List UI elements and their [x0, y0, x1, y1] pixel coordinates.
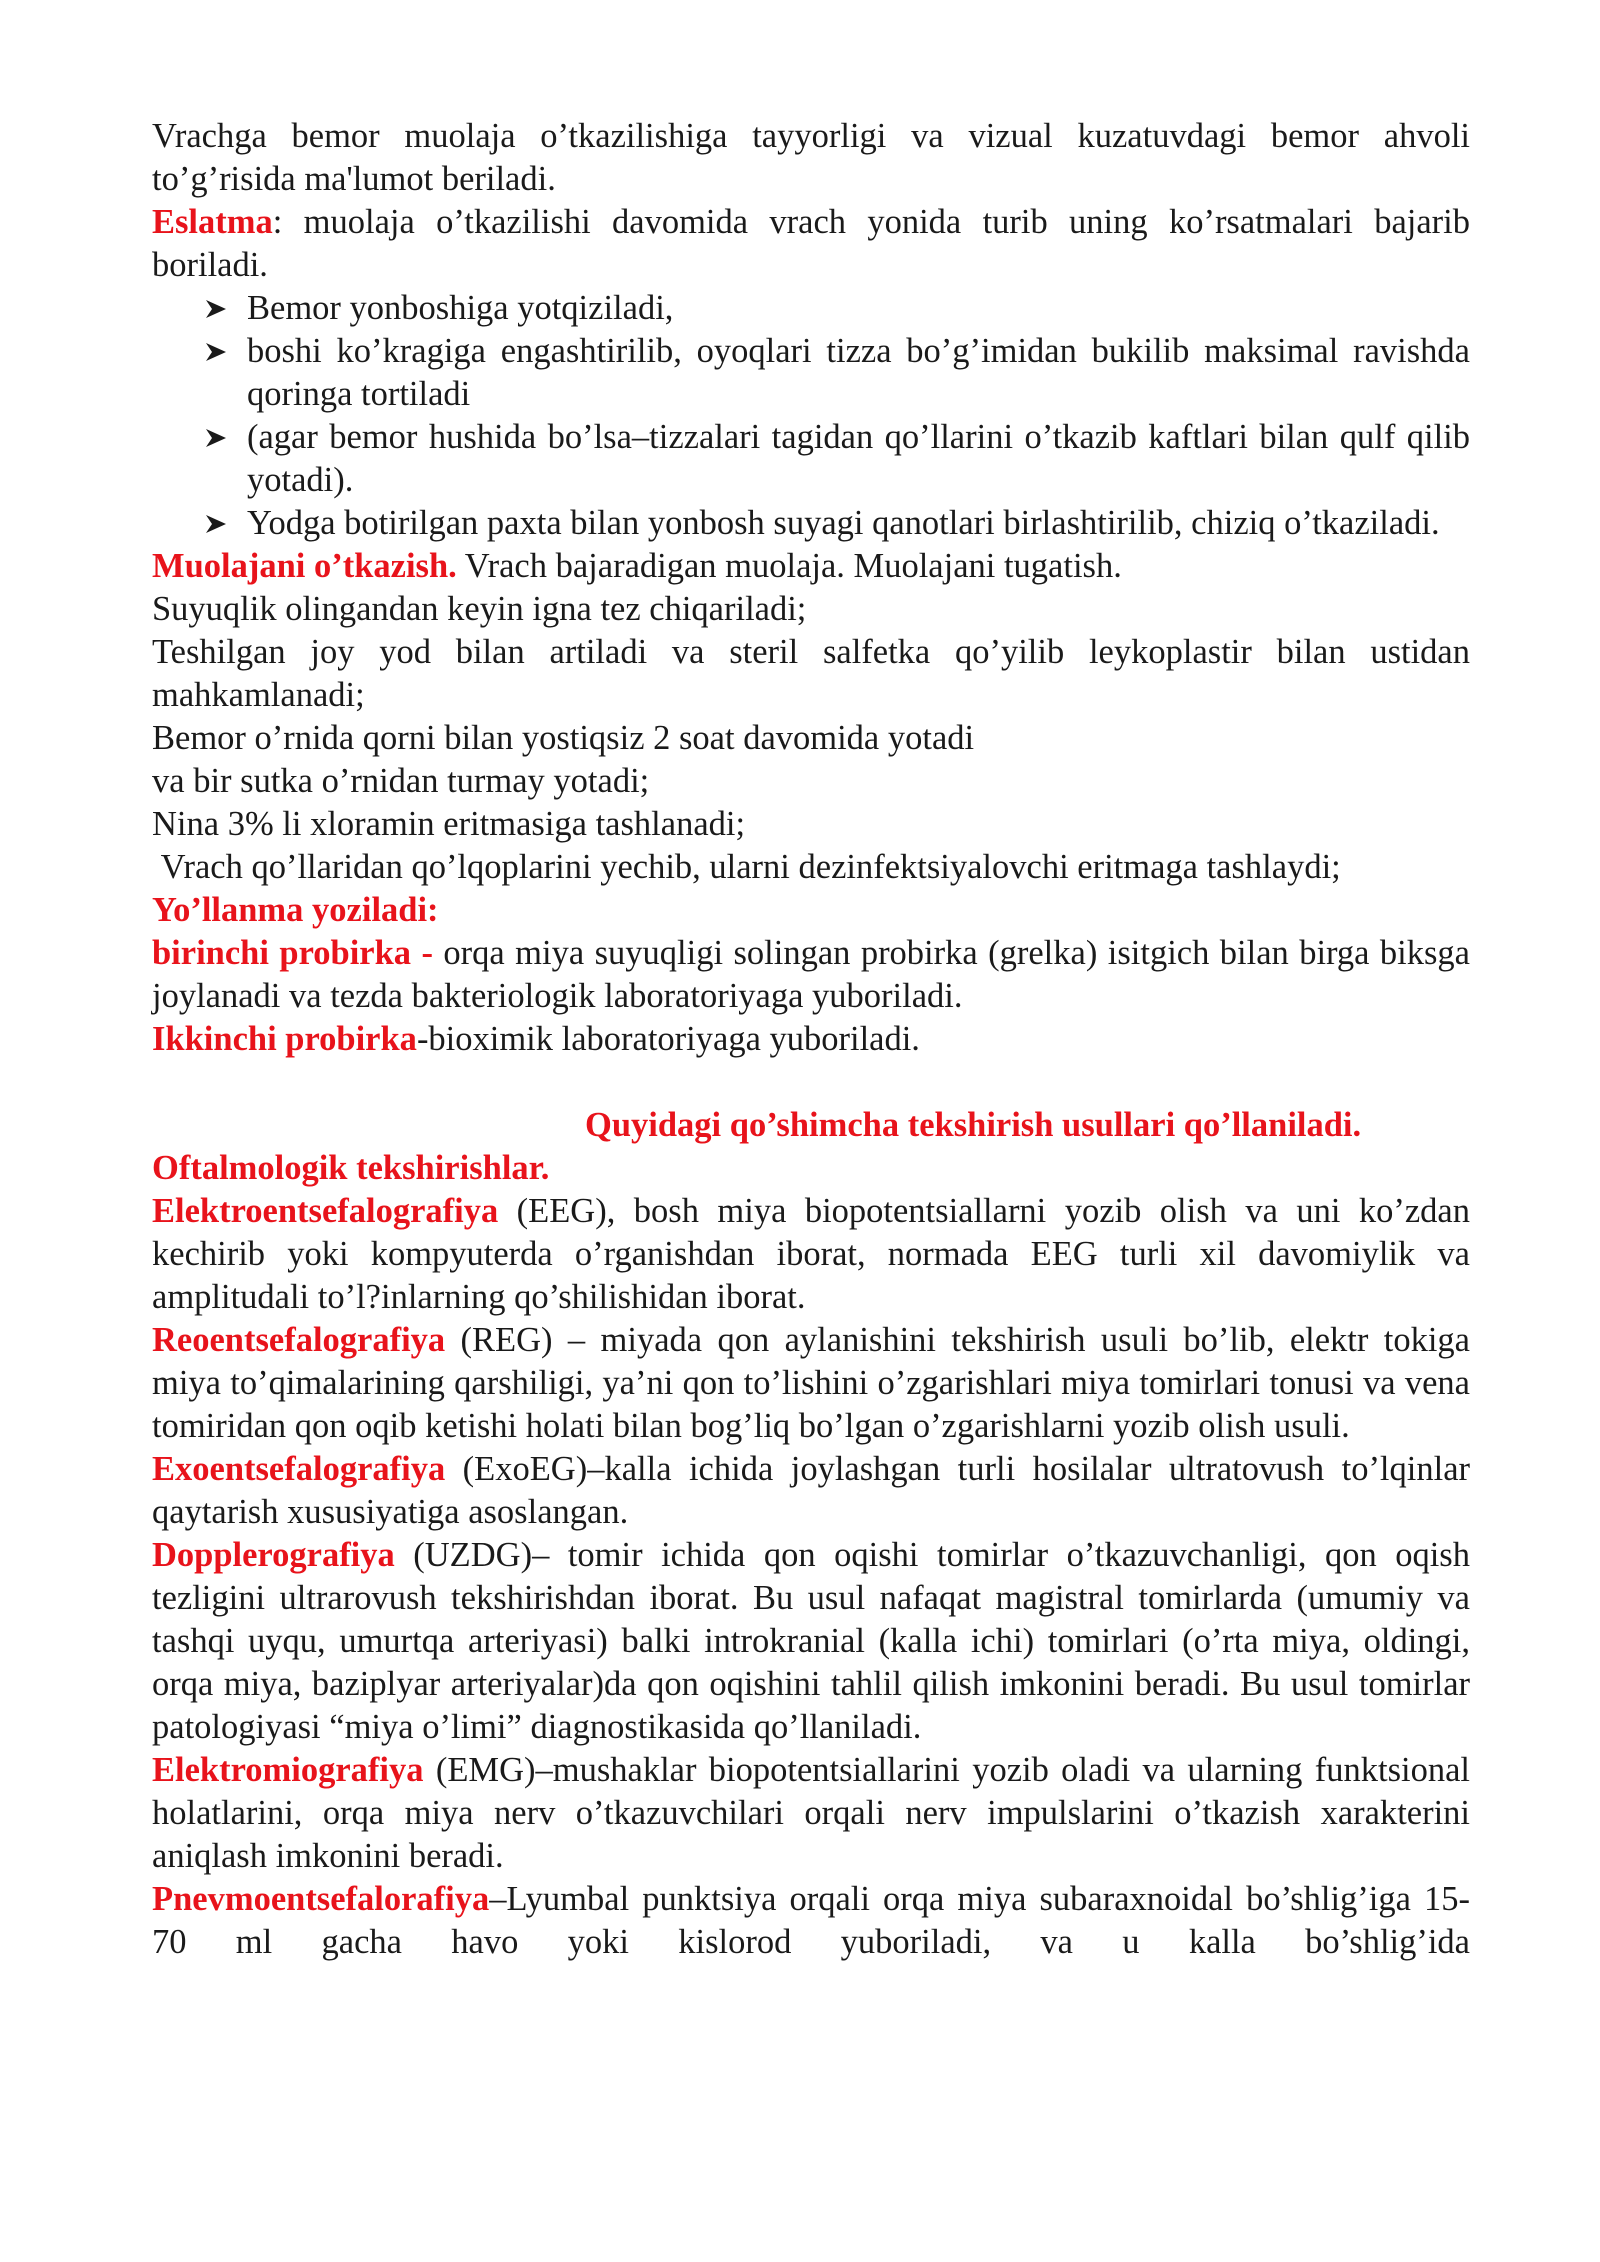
- procedure-paragraph: [152, 545, 1470, 588]
- step-text: Nina 3% li xloramin eritmasiga tashlanadi;: [152, 805, 746, 843]
- method-label: Exoentsefalografiya: [152, 1450, 446, 1488]
- note-label: Eslatma: [152, 203, 273, 241]
- method-paragraph: [152, 1534, 1470, 1749]
- method-text: (UZDG)– tomir ichida qon oqishi tomirlar o’tkazuvchanligi, qon oqish tezligini ultrarovush tekshirishdan iborat. Bu usul nafaqat magistral tomirlarda (umumiy va tashqi uyqu, umurtqa arteriyasi) balki introkranial (kalla ichi) tomirlari (o’rta miya, oldingi, orqa miya, baziplyar arteriyalar)da qon oqishini tahlil qilish imkonini beradi. Bu usul tomirlar patologiyasi “miya o’limi” diagnostikasida qo’llaniladi.: [152, 1536, 1470, 1746]
- spacer: [152, 1061, 1470, 1104]
- method-label: Reoentsefalografiya: [152, 1321, 446, 1359]
- note-text: : muolaja o’tkazilishi davomida vrach yonida turib uning ko’rsatmalari bajarib boriladi.: [152, 203, 1470, 284]
- bullet-text: Yodga botirilgan paxta bilan yonbosh suyagi qanotlari birlashtirilib, chiziq o’tkaziladi.: [247, 504, 1440, 542]
- step-text: va bir sutka o’rnidan turmay yotadi;: [152, 762, 650, 800]
- step-line: [152, 803, 1470, 846]
- list-item: [247, 330, 1470, 416]
- referral-heading-text: Yo’llanma yoziladi:: [152, 891, 439, 929]
- first-tube-label: birinchi probirka -: [152, 934, 444, 972]
- document-page: [152, 115, 1470, 1964]
- list-item: [247, 287, 1470, 330]
- step-line: [152, 846, 1470, 889]
- intro-text: Vrachga bemor muolaja o’tkazilishiga tayyorligi va vizual kuzatuvdagi bemor ahvoli to’g’risida ma'lumot beriladi.: [152, 117, 1470, 198]
- referral-heading: [152, 889, 1470, 932]
- method-paragraph: [152, 1190, 1470, 1319]
- method-paragraph: [152, 1878, 1470, 1964]
- method-text: (REG) – miyada qon aylanishini tekshirish usuli bo’lib, elektr tokiga miya to’qimalarining qarshiligi, ya’ni qon to’lishini o’zgarishlari miya tomirlari tonusi va vena tomiridan qon oqib ketishi holati bilan bog’liq bo’lgan o’zgarishlarni yozib olish usuli.: [152, 1321, 1470, 1445]
- procedure-label: Muolajani o’tkazish.: [152, 547, 457, 585]
- bullet-list: [152, 287, 1470, 545]
- step-text: Vrach qo’llaridan qo’lqoplarini yechib, ularni dezinfektsiyalovchi eritmaga tashlaydi;: [152, 848, 1341, 886]
- second-tube-label: Ikkinchi probirka: [152, 1020, 417, 1058]
- list-item: [247, 502, 1470, 545]
- list-item: [247, 416, 1470, 502]
- method-label: Dopplerografiya: [152, 1536, 395, 1574]
- section-subtitle: [152, 1147, 1470, 1190]
- bullet-text: Bemor yonboshiga yotqiziladi,: [247, 289, 674, 327]
- section-title: [152, 1104, 1470, 1147]
- step-line: [152, 717, 1470, 760]
- intro-paragraph: [152, 115, 1470, 201]
- step-text: Teshilgan joy yod bilan artiladi va steril salfetka qo’yilib leykoplastir bilan ustidan mahkamlanadi;: [152, 633, 1470, 714]
- method-label: Pnevmoentsefalorafiya: [152, 1880, 490, 1918]
- referral-first: [152, 932, 1470, 1018]
- arrowhead-bullet-icon: [201, 502, 231, 545]
- note-paragraph: [152, 201, 1470, 287]
- step-line: [152, 760, 1470, 803]
- method-paragraph: [152, 1448, 1470, 1534]
- method-label: Elektromiografiya: [152, 1751, 424, 1789]
- first-tube-text: orqa miya suyuqligi solingan probirka (grelka) isitgich bilan birga biksga joylanadi va tezda bakteriologik laboratoriyaga yuboriladi.: [152, 934, 1470, 1015]
- step-text: Bemor o’rnida qorni bilan yostiqsiz 2 soat davomida yotadi: [152, 719, 975, 757]
- section-subtitle-text: Oftalmologik tekshirishlar.: [152, 1149, 550, 1187]
- method-paragraph: [152, 1319, 1470, 1448]
- section-title-text: Quyidagi qo’shimcha tekshirish usullari qo’llaniladi.: [585, 1106, 1362, 1144]
- arrowhead-bullet-icon: [201, 287, 231, 330]
- step-line: [152, 631, 1470, 717]
- bullet-text: boshi ko’kragiga engashtirilib, oyoqlari tizza bo’g’imidan bukilib maksimal ravishda qoringa tortiladi: [247, 332, 1470, 413]
- method-text: (ExoEG)–kalla ichida joylashgan turli hosilalar ultratovush to’lqinlar qaytarish xususiyatiga asoslangan.: [152, 1450, 1470, 1531]
- step-line: [152, 588, 1470, 631]
- arrowhead-bullet-icon: [201, 330, 231, 373]
- second-tube-text: -bioximik laboratoriyaga yuboriladi.: [416, 1020, 920, 1058]
- method-text: (EEG), bosh miya biopotentsiallarni yozib olish va uni ko’zdan kechirib yoki kompyuterda o’rganishdan iborat, normada EEG turli xil davomiylik va amplitudali to’l?inlarning qo’shilishidan iborat.: [152, 1192, 1470, 1316]
- method-text: (EMG)–mushaklar biopotentsiallarini yozib oladi va ularning funktsional holatlarini, orqa miya nerv o’tkazuvchilari orqali nerv impulslarini o’tkazish xarakterini aniqlash imkonini beradi.: [152, 1751, 1470, 1875]
- procedure-text: Vrach bajaradigan muolaja. Muolajani tugatish.: [456, 547, 1122, 585]
- method-paragraph: [152, 1749, 1470, 1878]
- arrowhead-bullet-icon: [201, 416, 231, 459]
- method-label: Elektroentsefalografiya: [152, 1192, 499, 1230]
- step-text: Suyuqlik olingandan keyin igna tez chiqariladi;: [152, 590, 807, 628]
- referral-second: [152, 1018, 1470, 1061]
- method-text: –Lyumbal punktsiya orqali orqa miya subaraxnoidal bo’shlig’iga 15-70 ml gacha havo yoki kislorod yuboriladi, va u kalla bo’shlig’ida: [152, 1880, 1470, 1961]
- bullet-text: (agar bemor hushida bo’lsa–tizzalari tagidan qo’llarini o’tkazib kaftlari bilan qulf qilib yotadi).: [247, 418, 1470, 499]
